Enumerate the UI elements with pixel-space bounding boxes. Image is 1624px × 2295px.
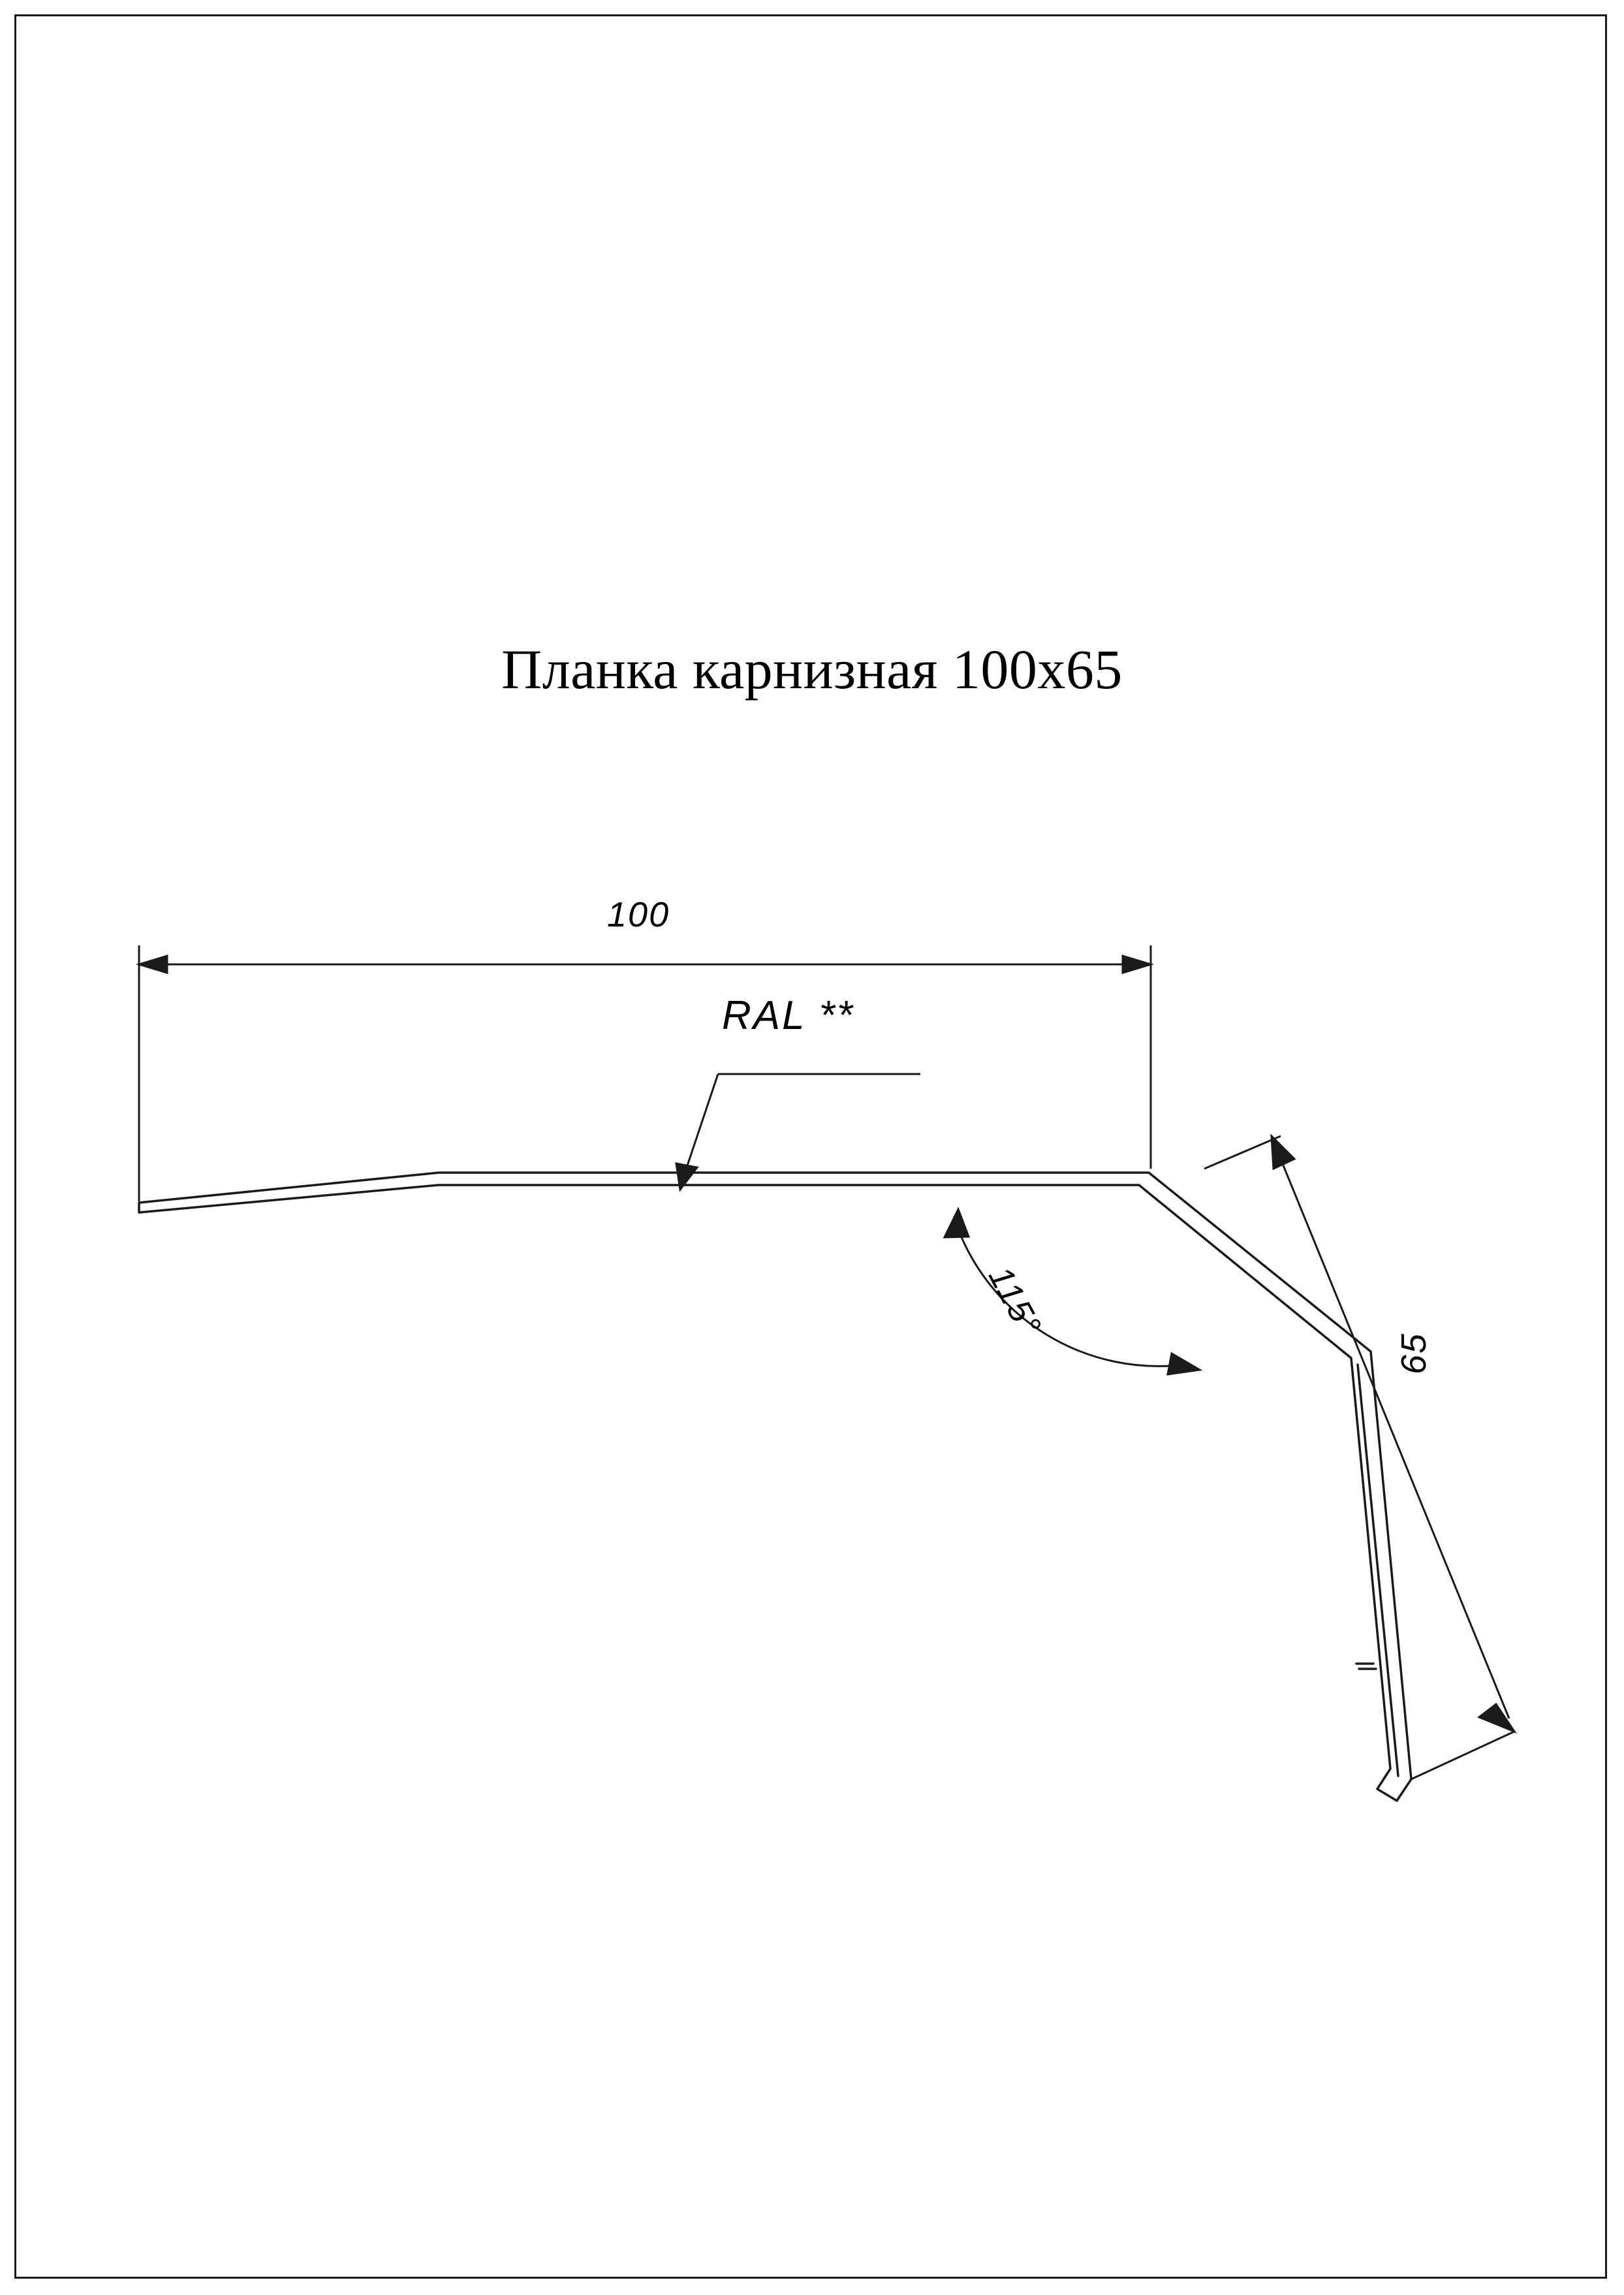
dimension-label-width: 100 bbox=[607, 895, 670, 934]
coating-label: RAL ** bbox=[722, 993, 854, 1038]
profile-outline bbox=[139, 1173, 1411, 1801]
dimension-100 bbox=[139, 945, 1151, 1201]
dimension-label-angle: 115° bbox=[980, 1260, 1049, 1343]
dimension-65 bbox=[1204, 1136, 1514, 1779]
dimension-angle bbox=[945, 1209, 1200, 1374]
page-title: Планка карнизная 100x65 bbox=[501, 638, 1123, 701]
dimension-label-height: 65 bbox=[1394, 1332, 1433, 1374]
